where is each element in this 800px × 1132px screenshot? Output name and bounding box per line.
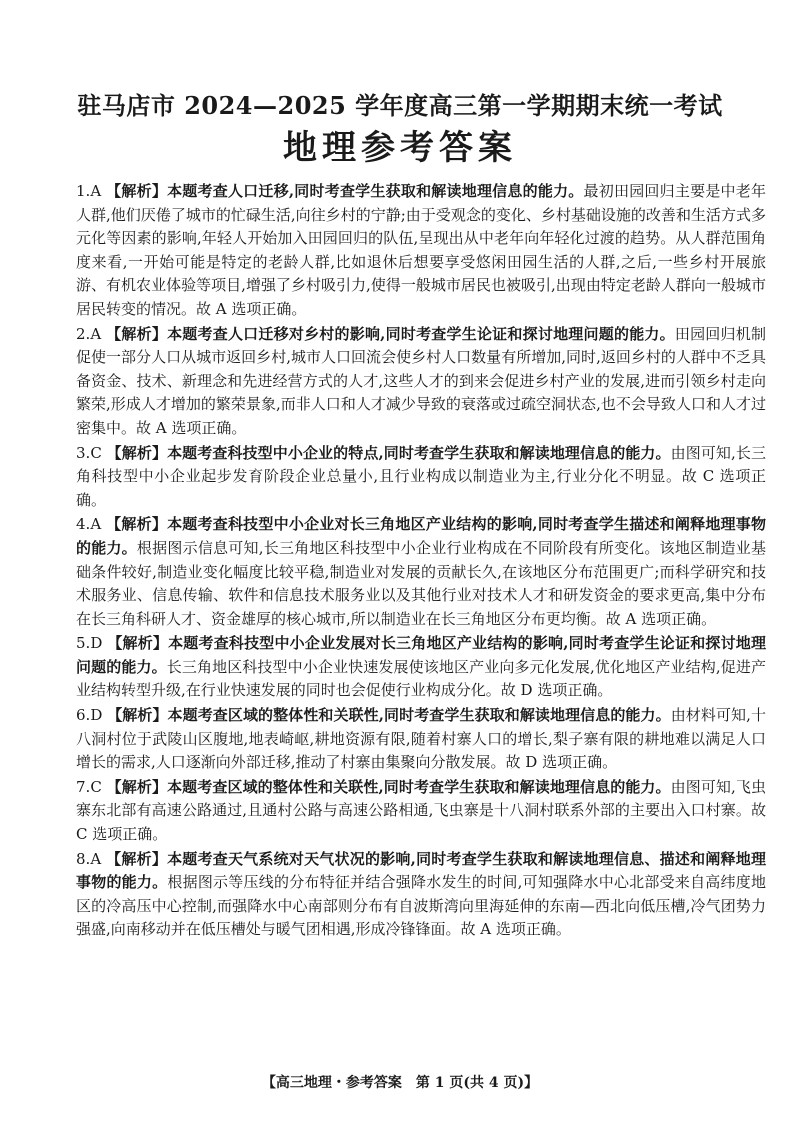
- analysis-body: 根据图示信息可知,长三角地区科技型中小企业行业构成在不同阶段有所变化。该地区制造业基础条件较好,制造业变化幅度比较平稳,制造业对发展的贡献长久,在该地区分布范围更广;而科学研究和技术服务业、信息传输、软件和信息技术服务业以及其他行业对技术人才和研发资金的要求更高,集中分布在长三角科研人才、资金雄厚的核心城市,所以制造业在长三角地区分布更均衡。故 A 选项正确。: [76, 538, 766, 628]
- answer-item: [76, 776, 766, 847]
- answer-item: [76, 632, 766, 703]
- answer-item: [76, 704, 766, 775]
- item-number: 2.: [76, 324, 91, 343]
- analysis-tag: 【解析】: [106, 324, 168, 343]
- analysis-lead: 本题考查区域的整体性和关联性,同时考查学生获取和解读地理信息的能力。: [167, 777, 671, 796]
- analysis-tag: 【解析】: [106, 849, 168, 868]
- answer-item: [76, 848, 766, 942]
- item-answer: C: [90, 777, 102, 796]
- item-answer: D: [90, 706, 103, 725]
- analysis-body: 由图可知,长三角科技型中小企业起步发育阶段企业总量小,且行业构成以制造业为主,行业分化不明显。故 C 选项正确。: [76, 443, 766, 509]
- analysis-tag: 【解析】: [107, 634, 169, 653]
- analysis-tag: 【解析】: [106, 515, 168, 534]
- exam-title: 驻马店市 2024—2025 学年度高三第一学期期末统一考试: [77, 91, 723, 120]
- item-number: 1.: [76, 182, 91, 200]
- item-answer: A: [90, 182, 102, 200]
- answer-item: [76, 513, 766, 631]
- analysis-body: 由材料可知,十八洞村位于武陵山区腹地,地表崎岖,耕地资源有限,随着村寨人口的增长,梨子寨有限的耕地难以满足人口增长的需求,人口逐渐向外部迁移,推动了村寨由集聚向分散发展。故 D 选项正确。: [76, 706, 766, 772]
- page-footer: 【高三地理・参考答案 第 1 页(共 4 页)】: [261, 1075, 539, 1091]
- analysis-lead: 本题考查科技型中小企业的特点,同时考查学生获取和解读地理信息的能力。: [167, 443, 671, 462]
- analysis-tag: 【解析】: [106, 777, 168, 796]
- item-number: 7.: [76, 777, 91, 796]
- analysis-lead: 本题考查人口迁移对乡村的影响,同时考查学生论证和探讨地理问题的能力。: [167, 324, 675, 343]
- item-answer: C: [90, 443, 102, 462]
- answer-item: [76, 442, 766, 513]
- item-number: 5.: [76, 634, 91, 653]
- page-title: 地理参考答案: [283, 128, 517, 168]
- answer-list: [76, 180, 766, 942]
- analysis-lead: 本题考查人口迁移,同时考查学生获取和解读地理信息的能力。: [167, 182, 584, 200]
- analysis-lead: 本题考查科技型中小企业发展对长三角地区产业结构的影响,同时考查学生论证和探讨地理问题的能力。: [76, 634, 766, 676]
- analysis-lead: 本题考查区域的整体性和关联性,同时考查学生获取和解读地理信息的能力。: [167, 706, 671, 725]
- item-number: 4.: [76, 515, 91, 534]
- analysis-tag: 【解析】: [107, 706, 168, 725]
- item-answer: A: [90, 515, 102, 534]
- item-number: 3.: [76, 443, 91, 462]
- analysis-body: 田园回归机制促使一部分人口从城市返回乡村,城市人口回流会使乡村人口数量有所增加,同时,返回乡村的人群中不乏具备资金、技术、新理念和先进经营方式的人才,这些人才的到来会促进乡村产业的发展,进而引领乡村走向繁荣,形成人才增加的繁荣景象,而非人口和人才减少导致的衰落或过疏空洞状态,也不会导致人口和人才过密集中。故 A 选项正确。: [76, 324, 766, 437]
- item-answer: A: [90, 324, 102, 343]
- analysis-body: 长三角地区科技型中小企业快速发展使该地区产业向多元化发展,优化地区产业结构,促进产业结构转型升级,在行业快速发展的同时也会促使行业构成分化。故 D 选项正确。: [76, 657, 766, 700]
- item-number: 6.: [76, 706, 91, 725]
- analysis-lead: 本题考查天气系统对天气状况的影响,同时考查学生获取和解读地理信息、描述和阐释地理事物的能力。: [76, 849, 766, 892]
- item-number: 8.: [76, 849, 91, 868]
- analysis-lead: 本题考查科技型中小企业对长三角地区产业结构的影响,同时考查学生描述和阐释地理事物的能力。: [76, 515, 766, 557]
- analysis-tag: 【解析】: [106, 182, 168, 200]
- item-answer: A: [90, 849, 102, 868]
- answer-item: [76, 180, 766, 322]
- analysis-tag: 【解析】: [106, 443, 168, 462]
- analysis-body: 由图可知,飞虫寨东北部有高速公路通过,且通村公路与高速公路相通,飞虫寨是十八洞村联系外部的主要出入口村寨。故 C 选项正确。: [76, 777, 766, 844]
- analysis-body: 根据图示等压线的分布特征并结合强降水发生的时间,可知强降水中心北部受来自高纬度地区的冷高压中心控制,而强降水中心南部则分布有自波斯湾向里海延伸的东南—西北向低压槽,冷气团势力强盛,向南移动并在低压槽处与暖气团相遇,形成冷锋锋面。故 A 选项正确。: [76, 873, 766, 939]
- answer-item: [76, 323, 766, 441]
- analysis-body: 最初田园回归主要是中老年人群,他们厌倦了城市的忙碌生活,向往乡村的宁静;由于受观念的变化、乡村基础设施的改善和生活方式多元化等因素的影响,年轻人开始加入田园回归的队伍,呈现出从中老年向年轻化过渡的趋势。从人群范围角度来看,一开始可能是特定的老龄人群,比如退休后想要享受悠闲田园生活的人群,之后,一些乡村开展旅游、有机农业体验等项目,增强了乡村吸引力,使得一般城市居民也被吸引,出现由特定老龄人群向一般城市居民转变的情况。故 A 选项正确。: [76, 182, 766, 318]
- item-answer: D: [90, 634, 103, 653]
